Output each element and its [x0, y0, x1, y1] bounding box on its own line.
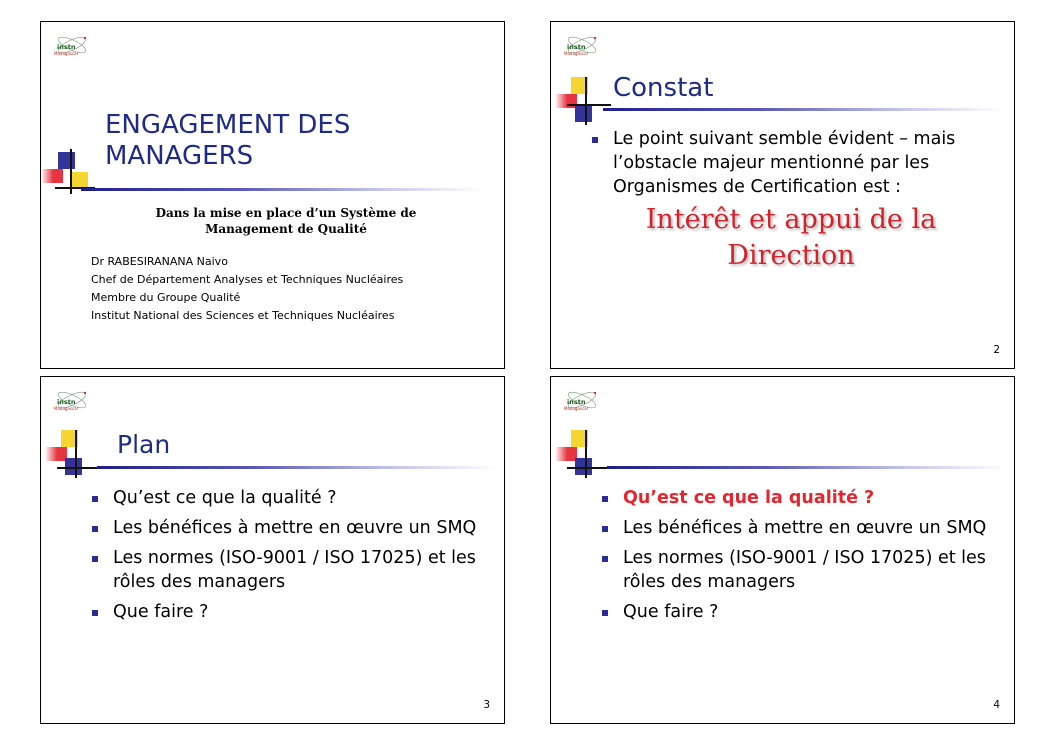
square-bullet-icon: [602, 610, 608, 616]
page-number: 4: [993, 699, 1000, 711]
author-group: Membre du Groupe Qualité: [91, 291, 241, 304]
list-item: Les bénéfices à mettre en œuvre un SMQ: [87, 516, 487, 540]
bullet-list: [587, 127, 1007, 205]
list-item-current: Qu’est ce que la qualité ?: [597, 486, 997, 510]
square-bullet-icon: [602, 496, 608, 502]
square-bullet-icon: [92, 610, 98, 616]
author-role: Chef de Département Analyses et Techniques Nucléaires: [91, 273, 404, 286]
logo-text: instn: [567, 43, 586, 51]
instn-logo: [562, 33, 602, 61]
author-institute: Institut National des Sciences et Techniques Nucléaires: [91, 309, 395, 322]
title-underline: [97, 466, 497, 469]
title-underline: [607, 466, 1007, 469]
logo-subtext: Madagascar: [564, 406, 589, 411]
slide-4[interactable]: [550, 376, 1015, 724]
author-block: [91, 255, 431, 327]
list-item: Les bénéfices à mettre en œuvre un SMQ: [597, 516, 997, 540]
slide-title: Plan: [117, 430, 171, 459]
decorative-squares: [41, 149, 101, 209]
instn-logo: [52, 388, 92, 416]
page-number: 3: [483, 699, 490, 711]
bullet-list: [597, 486, 997, 630]
logo-subtext: Madagascar: [54, 406, 79, 411]
square-bullet-icon: [602, 526, 608, 532]
square-bullet-icon: [92, 526, 98, 532]
list-item: Qu’est ce que la qualité ?: [87, 486, 487, 510]
logo-subtext: Madagascar: [564, 51, 589, 56]
list-item: Les normes (ISO-9001 / ISO 17025) et les rôles des managers: [597, 546, 997, 594]
logo-subtext: Madagascar: [54, 51, 79, 56]
square-bullet-icon: [602, 556, 608, 562]
square-bullet-icon: [592, 137, 598, 143]
square-bullet-icon: [92, 496, 98, 502]
instn-logo: [562, 388, 602, 416]
slide-2[interactable]: [550, 21, 1015, 369]
instn-logo: [52, 33, 92, 61]
title-underline: [81, 188, 481, 191]
slide-1[interactable]: [40, 21, 505, 369]
logo-text: instn: [567, 398, 586, 406]
author-name: Dr RABESIRANANA Naivo: [91, 255, 228, 268]
decorative-squares: [555, 430, 615, 490]
title-underline: [603, 108, 1003, 111]
bullet-list: [87, 486, 487, 630]
logo-text: instn: [57, 398, 76, 406]
square-bullet-icon: [92, 556, 98, 562]
logo-text: instn: [57, 43, 76, 51]
page-number: 2: [993, 344, 1000, 356]
slide-3[interactable]: [40, 376, 505, 724]
list-item: Le point suivant semble évident – mais l’obstacle majeur mentionné par les Organismes de Certification est :: [587, 127, 1007, 199]
emphasis-text: Intérêt et appui de la Direction: [645, 204, 937, 271]
decorative-squares: [45, 430, 105, 490]
slide-subtitle: Dans la mise en place d’un Système de Management de Qualité: [155, 206, 417, 236]
list-item: Que faire ?: [87, 600, 487, 624]
list-item: Les normes (ISO-9001 / ISO 17025) et les rôles des managers: [87, 546, 487, 594]
list-item: Que faire ?: [597, 600, 997, 624]
slide-title: ENGAGEMENT DES MANAGERS: [105, 110, 351, 172]
slide-title: Constat: [613, 73, 714, 103]
